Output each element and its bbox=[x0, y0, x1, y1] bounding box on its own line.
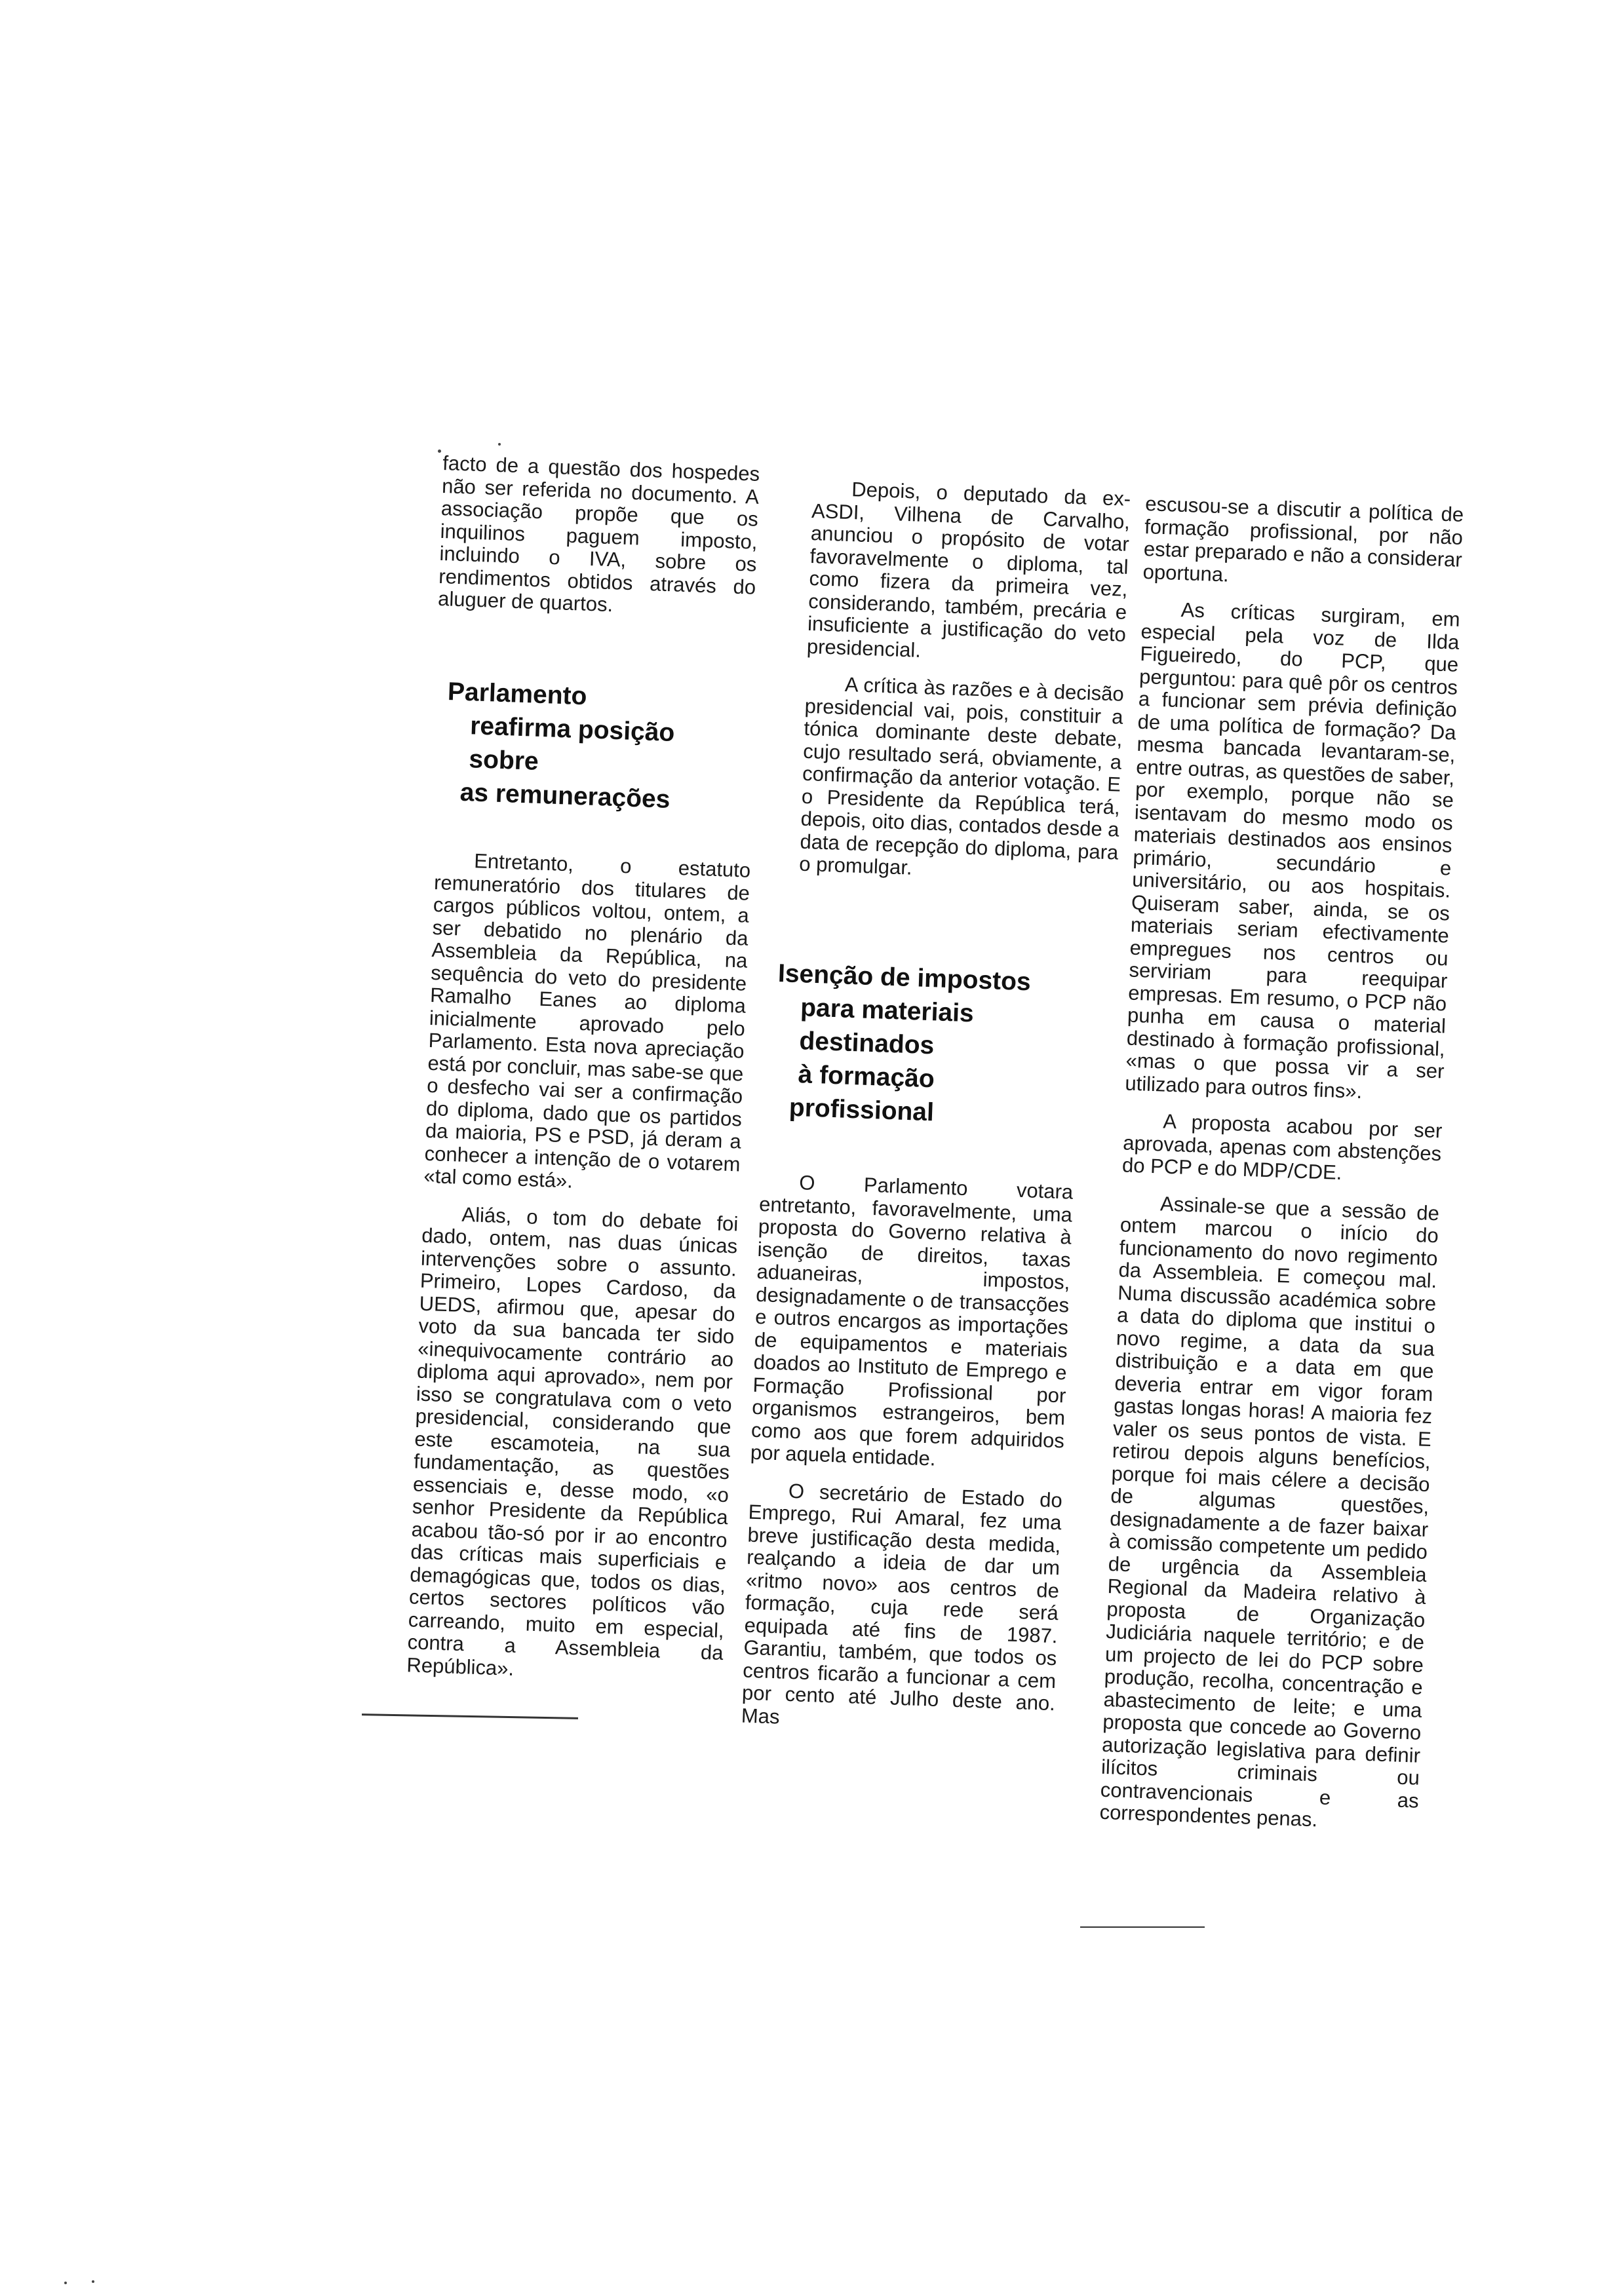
paragraph-col3-proposta: A proposta acabou por ser aprovada, apenas com abstenções do PCP e do MDP/CDE. bbox=[1121, 1109, 1443, 1185]
paragraph-col2-depois: Depois, o deputado da ex-ASDI, Vilhena de Carvalho, anunciou o propósito de votar favoravelmente o diploma, tal como fizera da primeira vez, considerando, também, precária e insuficiente a justificação do veto presidencial. bbox=[806, 478, 1131, 662]
heading-line: sobre bbox=[468, 745, 539, 776]
scan-speck bbox=[498, 443, 501, 446]
paragraph-col3-criticas: As críticas surgiram, em especial pela voz de Ilda Figueiredo, do PCP, que perguntou: para quê pôr os centros a funcionar sem prévia definição de uma política de formação? Da mesma bancada levantaram-se, entre outras, as questões de saber, por exemplo, porque não se isentavam do mesmo modo os materiais destinados aos ensinos primário, secundário e universitário, ou aos hospitais. Quiseram saber, ainda, se os materiais seriam efectivamente empregues nos centros ou serviriam para reequipar empresas. Em resumo, o PCP não punha em causa o material destinado à formação profissional, «mas o que possa vir a ser utilizado para outros fins». bbox=[1124, 598, 1461, 1103]
column-3 bbox=[1099, 493, 1464, 1835]
column-2-top bbox=[799, 477, 1131, 887]
heading-line: Parlamento bbox=[447, 677, 588, 711]
heading-line: destinados bbox=[798, 1027, 935, 1060]
heading-line: para materiais bbox=[800, 993, 975, 1028]
heading-isencao bbox=[773, 957, 1031, 1132]
heading-parlamento bbox=[444, 675, 676, 816]
paragraph-col2-parlamento: O Parlamento votara entretanto, favoravelmente, uma proposta do Governo relativa à isenção de direitos, taxas aduaneiras, impostos, designadamente o de transacções e outros encargos as importações de equipamentos e materiais doados ao Instituto de Emprego e Formação Profissional por organismos estrangeiros, bem como aos que forem adquiridos por aquela entidade. bbox=[750, 1171, 1074, 1470]
paragraph-col3-escusou: escusou-se a discutir a política de formação profissional, por não estar preparado e não a considerar oportuna. bbox=[1142, 492, 1464, 586]
column-1-body bbox=[406, 849, 751, 1687]
heading-line: à formação bbox=[797, 1060, 935, 1094]
paragraph-col1-intro: facto de a questão dos hospedes não ser referida no documento. A associação propõe que os inquilinos paguem imposto, incluindo o IVA, sobre os rendimentos obtidos através do aluguer de quartos. bbox=[437, 451, 760, 617]
heading-line: Isenção de impostos bbox=[777, 959, 1032, 997]
paragraph-col3-assinale: Assinale-se que a sessão de ontem marcou o início do funcionamento do novo regimento da Assembleia. E começou mal. Numa discussão académica sobre a data do diploma que institui o novo regime, a data da sua distribuição e a data em que deveria entrar em vigor foram gastas longas horas! A maioria fez valer os seus pontos de vista. E retirou depois alguns benefícios, porque foi mais célere a decisão de algumas questões, designadamente a de fazer baixar à comissão competente um pedido de urgência da Assembleia Regional da Madeira relativo à proposta de Organização Judiciária naquele território; e de um projecto de lei do PCP sobre produção, recolha, concentração e abastecimento de leite; e uma proposta que concede ao Governo autorização legislativa para definir ilícitos criminais ou contravencionais e as correspondentes penas. bbox=[1099, 1191, 1440, 1831]
paragraph-col2-secretario: O secretário de Estado do Emprego, Rui Amaral, fez uma breve justificação desta medida, realçando a ideia de dar um «ritmo novo» aos centros de formação, cuja rede será equipada até fins de 1987. Garantiu, também, que todos os centros ficarão a funcionar a cem por cento até Julho deste ano. Mas bbox=[741, 1479, 1063, 1729]
scan-speck bbox=[64, 2282, 67, 2284]
column-3-end-rule bbox=[1080, 1926, 1205, 1928]
paragraph-col2-critica: A crítica às razões e à decisão presidencial vai, pois, constituir a tónica dominante deste debate, cujo resultado será, obviamente, a confirmação da anterior votação. E o Presidente da República terá, depois, oito dias, contados desde a data de recepção do diploma, para o promulgar. bbox=[798, 672, 1125, 879]
column-2-body bbox=[741, 1170, 1073, 1738]
scan-speck bbox=[438, 450, 441, 453]
paragraph-col1-alias: Aliás, o tom do debate foi dado, ontem, nas duas únicas intervenções sobre o assunto. Primeiro, Lopes Cardoso, da UEDS, afirmou que, apesar do voto da sua bancada ter sido «inequivocamente contrário ao diploma aqui aprovado», nem por isso se congratulava com o veto presidencial, considerando que este escamoteia, na sua fundamentação, as questões essenciais e, desse modo, «o senhor Presidente da República acabou tão-só por ir ao encontro das críticas mais superficiais e demagógicas que, todos os dias, certos sectores políticos vão carreando, muito em especial, contra a Assembleia da República». bbox=[406, 1202, 739, 1680]
column-1-end-rule bbox=[362, 1713, 578, 1719]
column-1-top bbox=[438, 452, 760, 621]
heading-line: profissional bbox=[788, 1093, 935, 1127]
paragraph-col1-entretanto: Entretanto, o estatuto remuneratório dos titulares de cargos públicos voltou, ontem, a ser debatido no plenário da Assembleia da República, na sequência do veto do presidente Ramalho Eanes ao diploma inicialmente aprovado pelo Parlamento. Esta nova apreciação está por concluir, mas sabe-se que o desfecho vai ser a confirmação do diploma, dado que os partidos da maioria, PS e PSD, já deram a conhecer a intenção de o votarem «tal como está». bbox=[423, 849, 751, 1193]
scan-speck bbox=[92, 2280, 94, 2283]
heading-line: as remunerações bbox=[459, 778, 671, 814]
heading-line: reafirma posição bbox=[469, 712, 676, 748]
